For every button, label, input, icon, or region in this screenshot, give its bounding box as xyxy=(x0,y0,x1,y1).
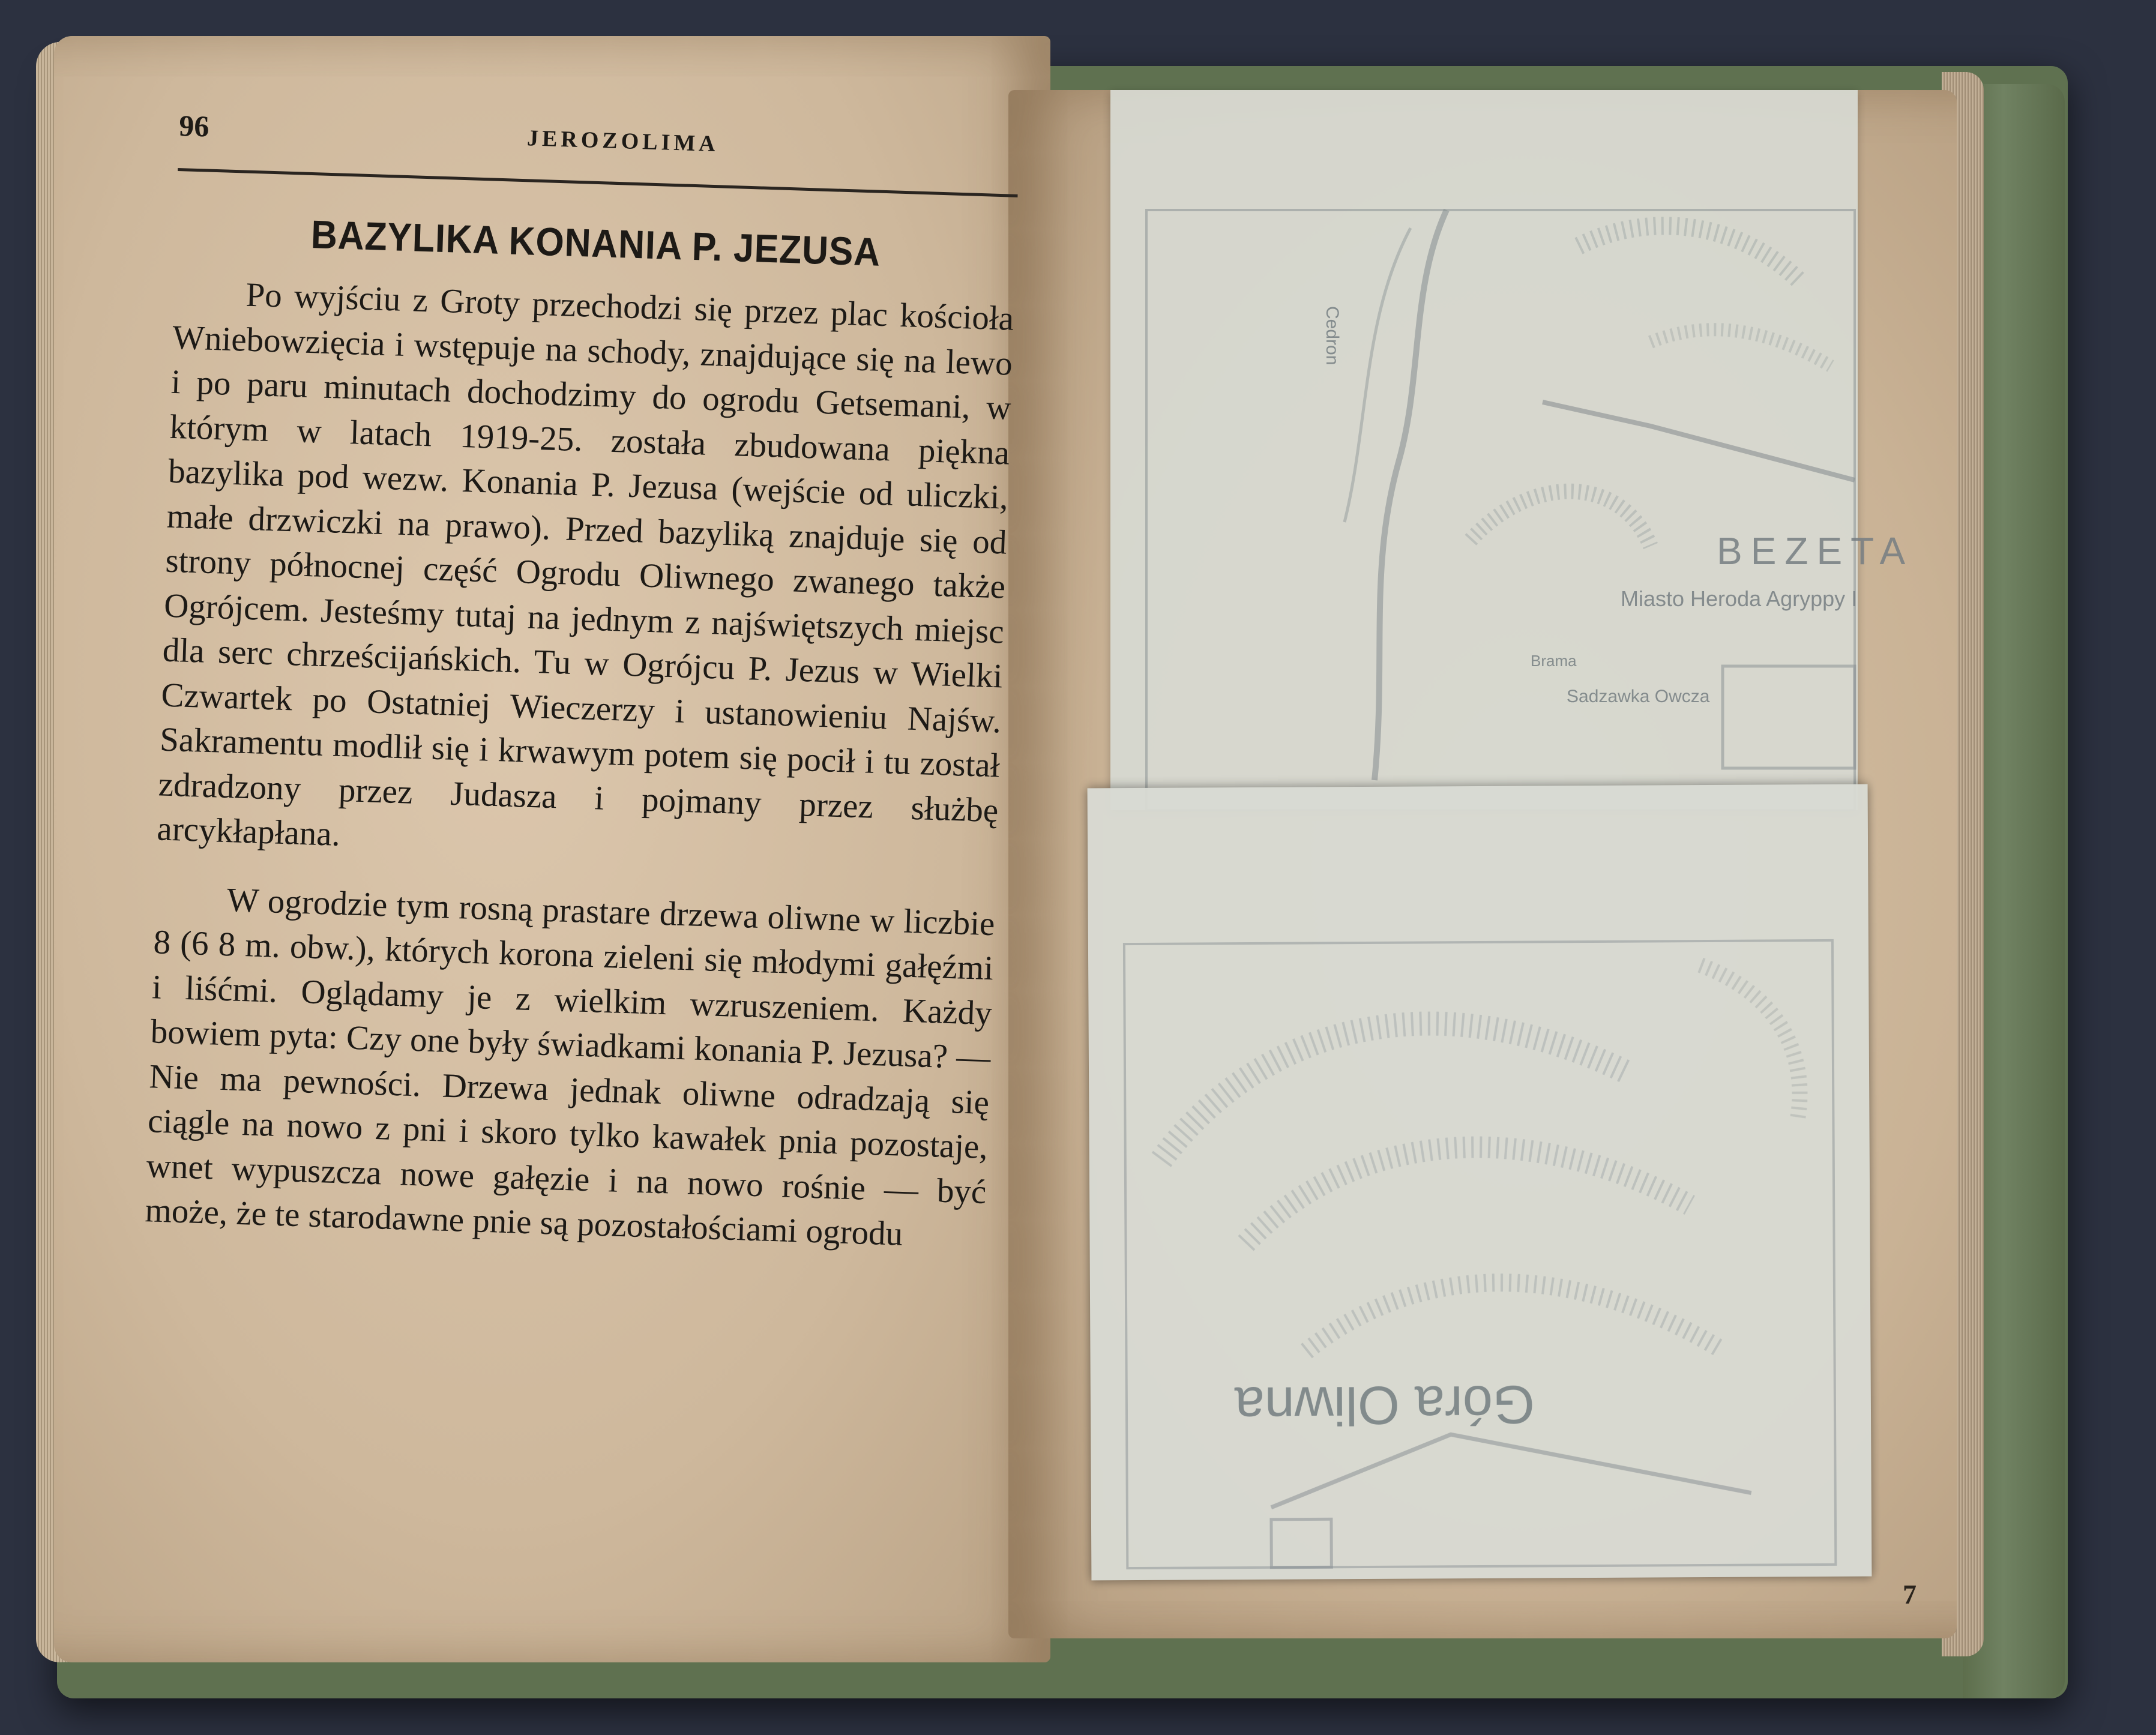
map-show-through-top xyxy=(1110,90,1914,810)
paragraph: W ogrodzie tym rosną prastare drzewa oliwne w liczbie 8 (6 8 m. obw.), których korona zieleni się młodymi gałęźmi i liśćmi. Oglądamy je z wielkim wzruszeniem. Każdy bowiem pyta: Czy one były świadkami konania P. Jezusa? — Nie ma pewności. Drzewa jednak oliwne odradzają się ciągle na nowo z pni i skoro tylko kawałek pnia pozostaje, wnet wypuszcza nowe gałęzie i na nowo rośnie — być może, że te starodawne pnie są pozostałościami ogrodu xyxy=(144,880,996,1253)
map-label: Cedron xyxy=(1322,306,1342,365)
map-label: Miasto Heroda Agryppy I xyxy=(1621,586,1858,611)
map-label: Brama xyxy=(1531,652,1577,670)
map-label: Sadzawka Owcza xyxy=(1567,687,1710,706)
folio-number: 7 xyxy=(1903,1579,1917,1610)
map-label: BEZETA xyxy=(1717,529,1914,573)
left-page-text xyxy=(133,96,1020,1622)
map-label: Góra Oliwna xyxy=(1234,1374,1535,1436)
section-heading: BAZYLIKA KONANIA P. JEZUSA xyxy=(310,211,882,274)
tissue-insert-bottom xyxy=(1088,784,1872,1581)
tissue-insert-top xyxy=(1110,90,1914,810)
map-show-through-bottom xyxy=(1088,784,1872,1581)
page-number: 96 xyxy=(178,108,210,143)
running-head-title: JEROZOLIMA xyxy=(526,125,720,157)
paragraph: Po wyjściu z Groty przechodzi się przez plac kościoła Wniebowzięcia i wstępuje na schody, znajdujące się na lewo i po paru minutach dochodzimy do ogrodu Getsemani, w którym w latach 1919-25. została zbudowana piękna bazylika pod wezw. Konania P. Jezusa (wejście od uliczki, małe drzwiczki na prawo). Przed bazyliką znajduje się od strony północnej część Ogrodu Oliwnego zwanego także Ogrójcem. Jesteśmy tutaj na jednym z najświętszych miejsc dla serc chrześcijańskich. Tu w Ogrójcu P. Jezus w Wielki Czwartek po Ostatniej Wieczerzy i ustanowieniu Najśw. Sakramentu modlił się i krwawym potem się pocił i tu został zdradzony przez Judasza i pojmany przez służbę arcykłapłana. xyxy=(156,275,1015,853)
